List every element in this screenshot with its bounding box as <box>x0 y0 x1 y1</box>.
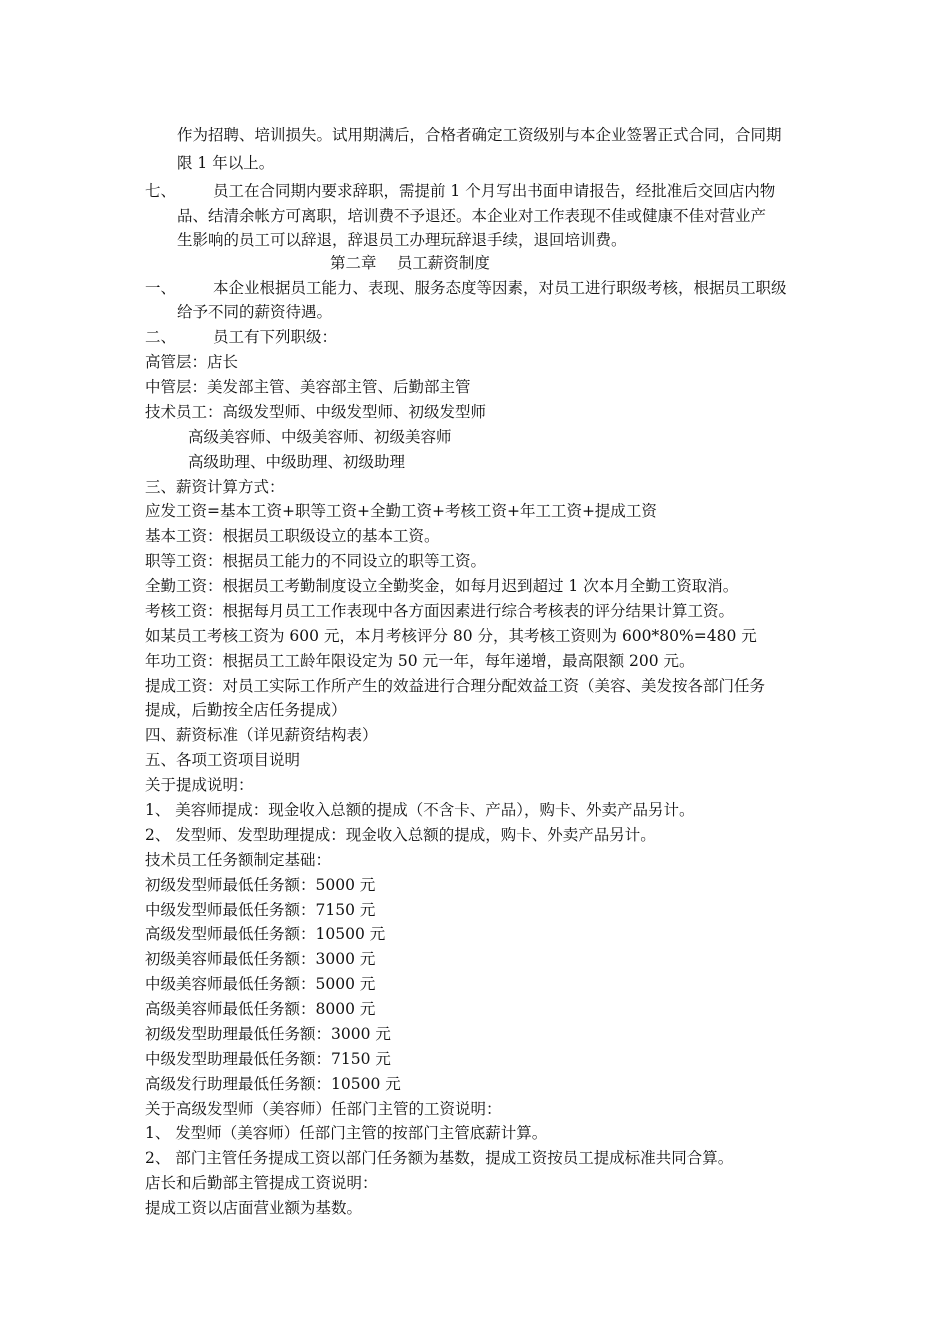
text-line: 中管层：美发部主管、美容部主管、后勤部主管 <box>145 378 471 396</box>
text-line: 初级美容师最低任务额：3000 元 <box>145 950 376 968</box>
text-line: 员工在合同期内要求辞职，需提前 1 个月写出书面申请报告，经批准后交回店内物 <box>213 182 776 200</box>
text-line: 中级美容师最低任务额：5000 元 <box>145 975 376 993</box>
text-line: 技术员工：高级发型师、中级发型师、初级发型师 <box>145 403 487 421</box>
text-line: 2、 部门主管任务提成工资以部门任务额为基数，提成工资按员工提成标准共同合算。 <box>145 1149 734 1167</box>
text-line: 高级美容师最低任务额：8000 元 <box>145 1000 376 1018</box>
text-line: 提成工资以店面营业额为基数。 <box>145 1199 363 1217</box>
text-line: 四、薪资标准（详见薪资结构表） <box>145 726 378 744</box>
text-line: 本企业根据员工能力、表现、服务态度等因素，对员工进行职级考核，根据员工职级 <box>213 279 787 297</box>
text-line: 考核工资：根据每月员工工作表现中各方面因素进行综合考核表的评分结果计算工资。 <box>145 602 735 620</box>
text-line: 作为招聘、培训损失。试用期满后，合格者确定工资级别与本企业签署正式合同，合同期 <box>177 126 782 144</box>
text-line: 生影响的员工可以辞退，辞退员工办理玩辞退手续，退回培训费。 <box>177 231 627 249</box>
text-line: 年功工资：根据员工工龄年限设定为 50 元一年，每年递增，最高限额 200 元。 <box>145 652 695 670</box>
text-line: 2、 发型师、发型助理提成：现金收入总额的提成，购卡、外卖产品另计。 <box>145 826 656 844</box>
text-line: 应发工资=基本工资+职等工资+全勤工资+考核工资+年工工资+提成工资 <box>145 502 657 520</box>
text-line: 初级发型师最低任务额：5000 元 <box>145 876 376 894</box>
text-line: 提成工资：对员工实际工作所产生的效益进行合理分配效益工资（美容、美发按各部门任务 <box>145 677 766 695</box>
text-line: 员工有下列职级： <box>213 328 338 346</box>
section-number: 七、 <box>145 182 177 200</box>
text-line: 限 1 年以上。 <box>177 154 275 172</box>
text-line: 1、 美容师提成：现金收入总额的提成（不含卡、产品），购卡、外卖产品另计。 <box>145 801 695 819</box>
text-line: 如某员工考核工资为 600 元，本月考核评分 80 分，其考核工资则为 600*80%=480 元 <box>145 627 757 645</box>
text-line: 关于提成说明： <box>145 776 254 794</box>
text-line: 店长和后勤部主管提成工资说明： <box>145 1174 378 1192</box>
text-line: 关于高级发型师（美容师）任部门主管的工资说明： <box>145 1100 502 1118</box>
text-line: 高管层：店长 <box>145 353 239 371</box>
text-line: 三、薪资计算方式： <box>145 478 285 496</box>
text-line: 高级助理、中级助理、初级助理 <box>188 453 406 471</box>
text-line: 提成，后勤按全店任务提成） <box>145 701 347 719</box>
text-line: 初级发型助理最低任务额：3000 元 <box>145 1025 391 1043</box>
text-line: 高级美容师、中级美容师、初级美容师 <box>188 428 452 446</box>
text-line: 中级发型师最低任务额：7150 元 <box>145 901 376 919</box>
text-line: 品、结清余帐方可离职，培训费不予退还。本企业对工作表现不佳或健康不佳对营业产 <box>177 207 767 225</box>
text-line: 技术员工任务额制定基础： <box>145 851 332 869</box>
chapter-title: 第二章 员工薪资制度 <box>330 254 490 272</box>
text-line: 职等工资：根据员工能力的不同设立的职等工资。 <box>145 552 487 570</box>
text-line: 高级发行助理最低任务额：10500 元 <box>145 1075 401 1093</box>
text-line: 给予不同的薪资待遇。 <box>177 303 333 321</box>
text-line: 1、 发型师（美容师）任部门主管的按部门主管底薪计算。 <box>145 1124 548 1142</box>
section-number: 二、 <box>145 328 177 346</box>
section-number: 一、 <box>145 279 177 297</box>
text-line: 全勤工资：根据员工考勤制度设立全勤奖金，如每月迟到超过 1 次本月全勤工资取消。 <box>145 577 739 595</box>
text-line: 中级发型助理最低任务额：7150 元 <box>145 1050 391 1068</box>
text-line: 五、各项工资项目说明 <box>145 751 301 769</box>
text-line: 基本工资：根据员工职级设立的基本工资。 <box>145 527 440 545</box>
text-line: 高级发型师最低任务额：10500 元 <box>145 925 386 943</box>
